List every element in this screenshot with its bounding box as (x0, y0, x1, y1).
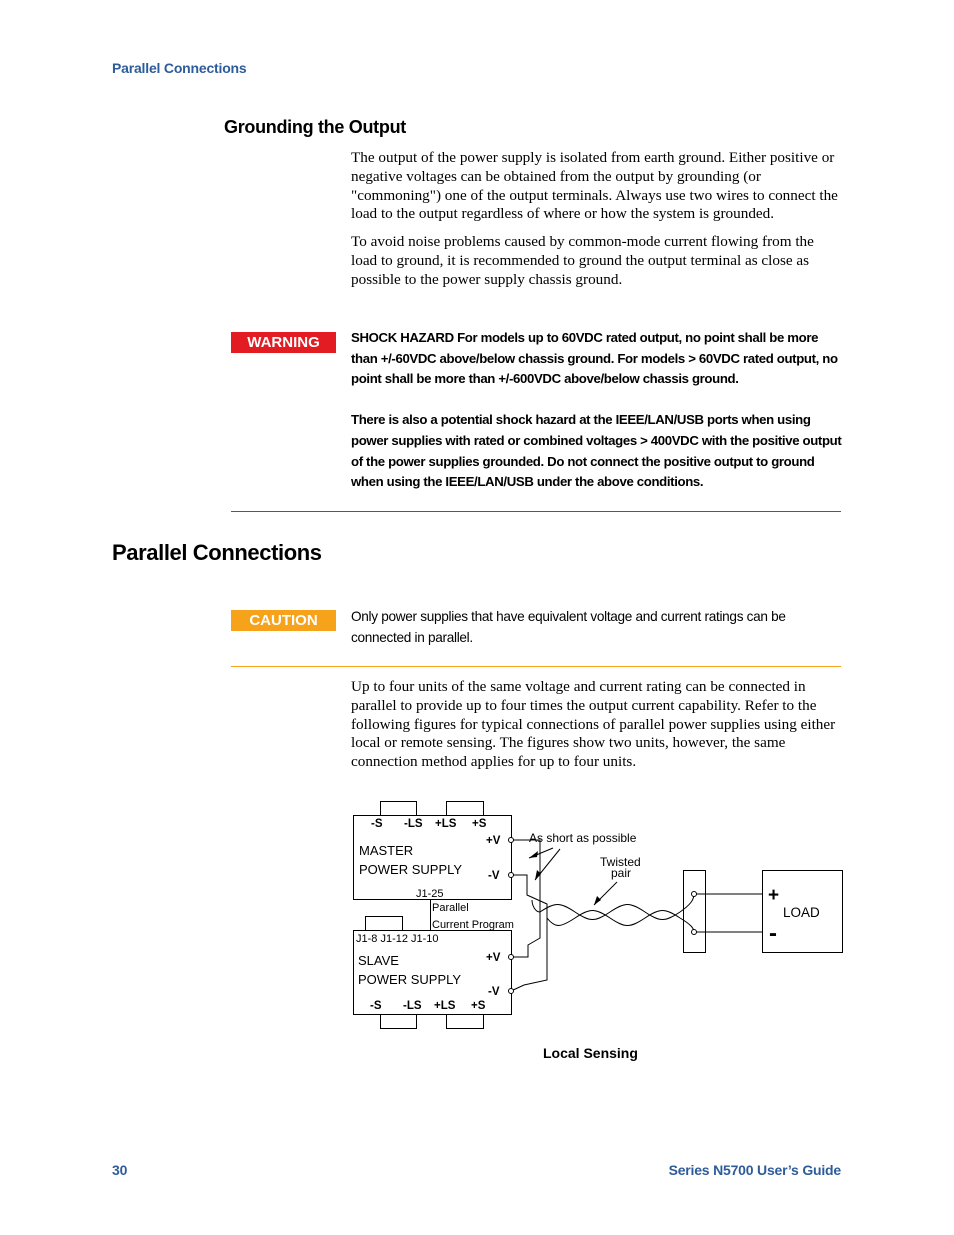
slave-plus-v-terminal (509, 955, 514, 960)
slave-name-2: POWER SUPPLY (358, 972, 462, 987)
master-name-2: POWER SUPPLY (359, 862, 463, 877)
slave-pins-label: J1-8 J1-12 J1-10 (356, 933, 439, 945)
load-minus-sign: - (769, 920, 777, 947)
section-heading-grounding: Grounding the Output (224, 117, 406, 137)
master-name-1: MASTER (359, 843, 414, 858)
arrowhead-3 (594, 896, 601, 905)
twisted-pair-end-left (532, 900, 540, 912)
page-number: 30 (112, 1162, 128, 1178)
slave-minus-v-label: -V (488, 986, 500, 998)
current-program-label: Current Program (432, 919, 514, 931)
master-minus-v-label: -V (488, 870, 500, 882)
slave-name-1: SLAVE (358, 953, 399, 968)
parallel-paragraph: Up to four units of the same voltage and current rating can be connected in parallel to provide up to four times the output current capability. Refer to the following figures for typical connections of parallel power supplies using either local or remote sensing. The figures show two units, however, the same connection method applies for up to four units. (351, 678, 836, 771)
guide-title: Series N5700 User’s Guide (668, 1162, 841, 1178)
slave-term-minus-ls: -LS (403, 1000, 422, 1012)
running-header: Parallel Connections (112, 60, 247, 76)
slave-term-plus-s: +S (471, 1000, 486, 1012)
minus-bus-wire (511, 875, 547, 991)
warning-paragraph-1: SHOCK HAZARD For models up to 60VDC rated output, no point shall be more than +/-60VDC above/below chassis ground. For models > 60VDC rated output, no point shall be more than +/-600VDC above/below chassis ground. (351, 330, 838, 387)
slave-minus-v-terminal (509, 989, 514, 994)
slave-term-plus-ls: +LS (434, 1000, 456, 1012)
figure-caption: Local Sensing (543, 1045, 638, 1061)
terminal-block-plus (692, 892, 697, 897)
load-plus-sign: + (768, 885, 780, 906)
caution-label: CAUTION (231, 610, 336, 631)
grounding-paragraph-1: The output of the power supply is isolated from earth ground. Either positive or negative voltages can be obtained from the output by grounding (or "commoning") one of the output terminals. Always use two wires to connect the load to the output regardless of where or how the system is grounded. (351, 149, 838, 223)
slave-jumper-left (381, 1015, 417, 1029)
master-term-minus-ls: -LS (404, 818, 423, 830)
master-plus-v-terminal (509, 838, 514, 843)
master-plus-v-label: +V (486, 835, 501, 847)
page-title: Parallel Connections (112, 540, 322, 565)
parallel-label: Parallel (432, 902, 469, 914)
short-as-possible-label: As short as possible (529, 831, 637, 845)
twisted-pair-wire-a (540, 905, 680, 920)
master-minus-v-terminal (509, 873, 514, 878)
slave-connector (366, 917, 403, 931)
pair-label: pair (611, 866, 632, 880)
terminal-block (684, 871, 706, 953)
master-pin-label: J1-25 (416, 888, 444, 900)
master-term-plus-s: +S (472, 818, 487, 830)
grounding-paragraph-2: To avoid noise problems caused by common-mode current flowing from the load to ground, it is recommended to ground the output terminal as close as possible to the power supply chassis ground. (351, 233, 814, 288)
twisted-label: Twisted (600, 855, 641, 869)
slave-jumper-right (447, 1015, 484, 1029)
terminal-block-minus (692, 930, 697, 935)
warning-label: WARNING (231, 332, 336, 353)
warning-paragraph-2: There is also a potential shock hazard at the IEEE/LAN/USB ports when using power supplies with rated or combined voltages > 400VDC with the positive output of the power supplies grounded. Do not connect the positive output to ground when using the IEEE/LAN/USB under the above conditions. (351, 412, 842, 490)
master-term-minus-s: -S (371, 818, 383, 830)
twisted-pair-end-right-a (680, 894, 694, 912)
master-term-plus-ls: +LS (435, 818, 457, 830)
load-label: LOAD (783, 905, 820, 920)
caution-text: Only power supplies that have equivalent voltage and current ratings can be connected in parallel. (351, 609, 786, 645)
slave-plus-v-label: +V (486, 952, 501, 964)
master-jumper-left (381, 802, 417, 816)
twisted-pair-wire-b (547, 911, 680, 926)
slave-term-minus-s: -S (370, 1000, 382, 1012)
master-jumper-right (447, 802, 484, 816)
